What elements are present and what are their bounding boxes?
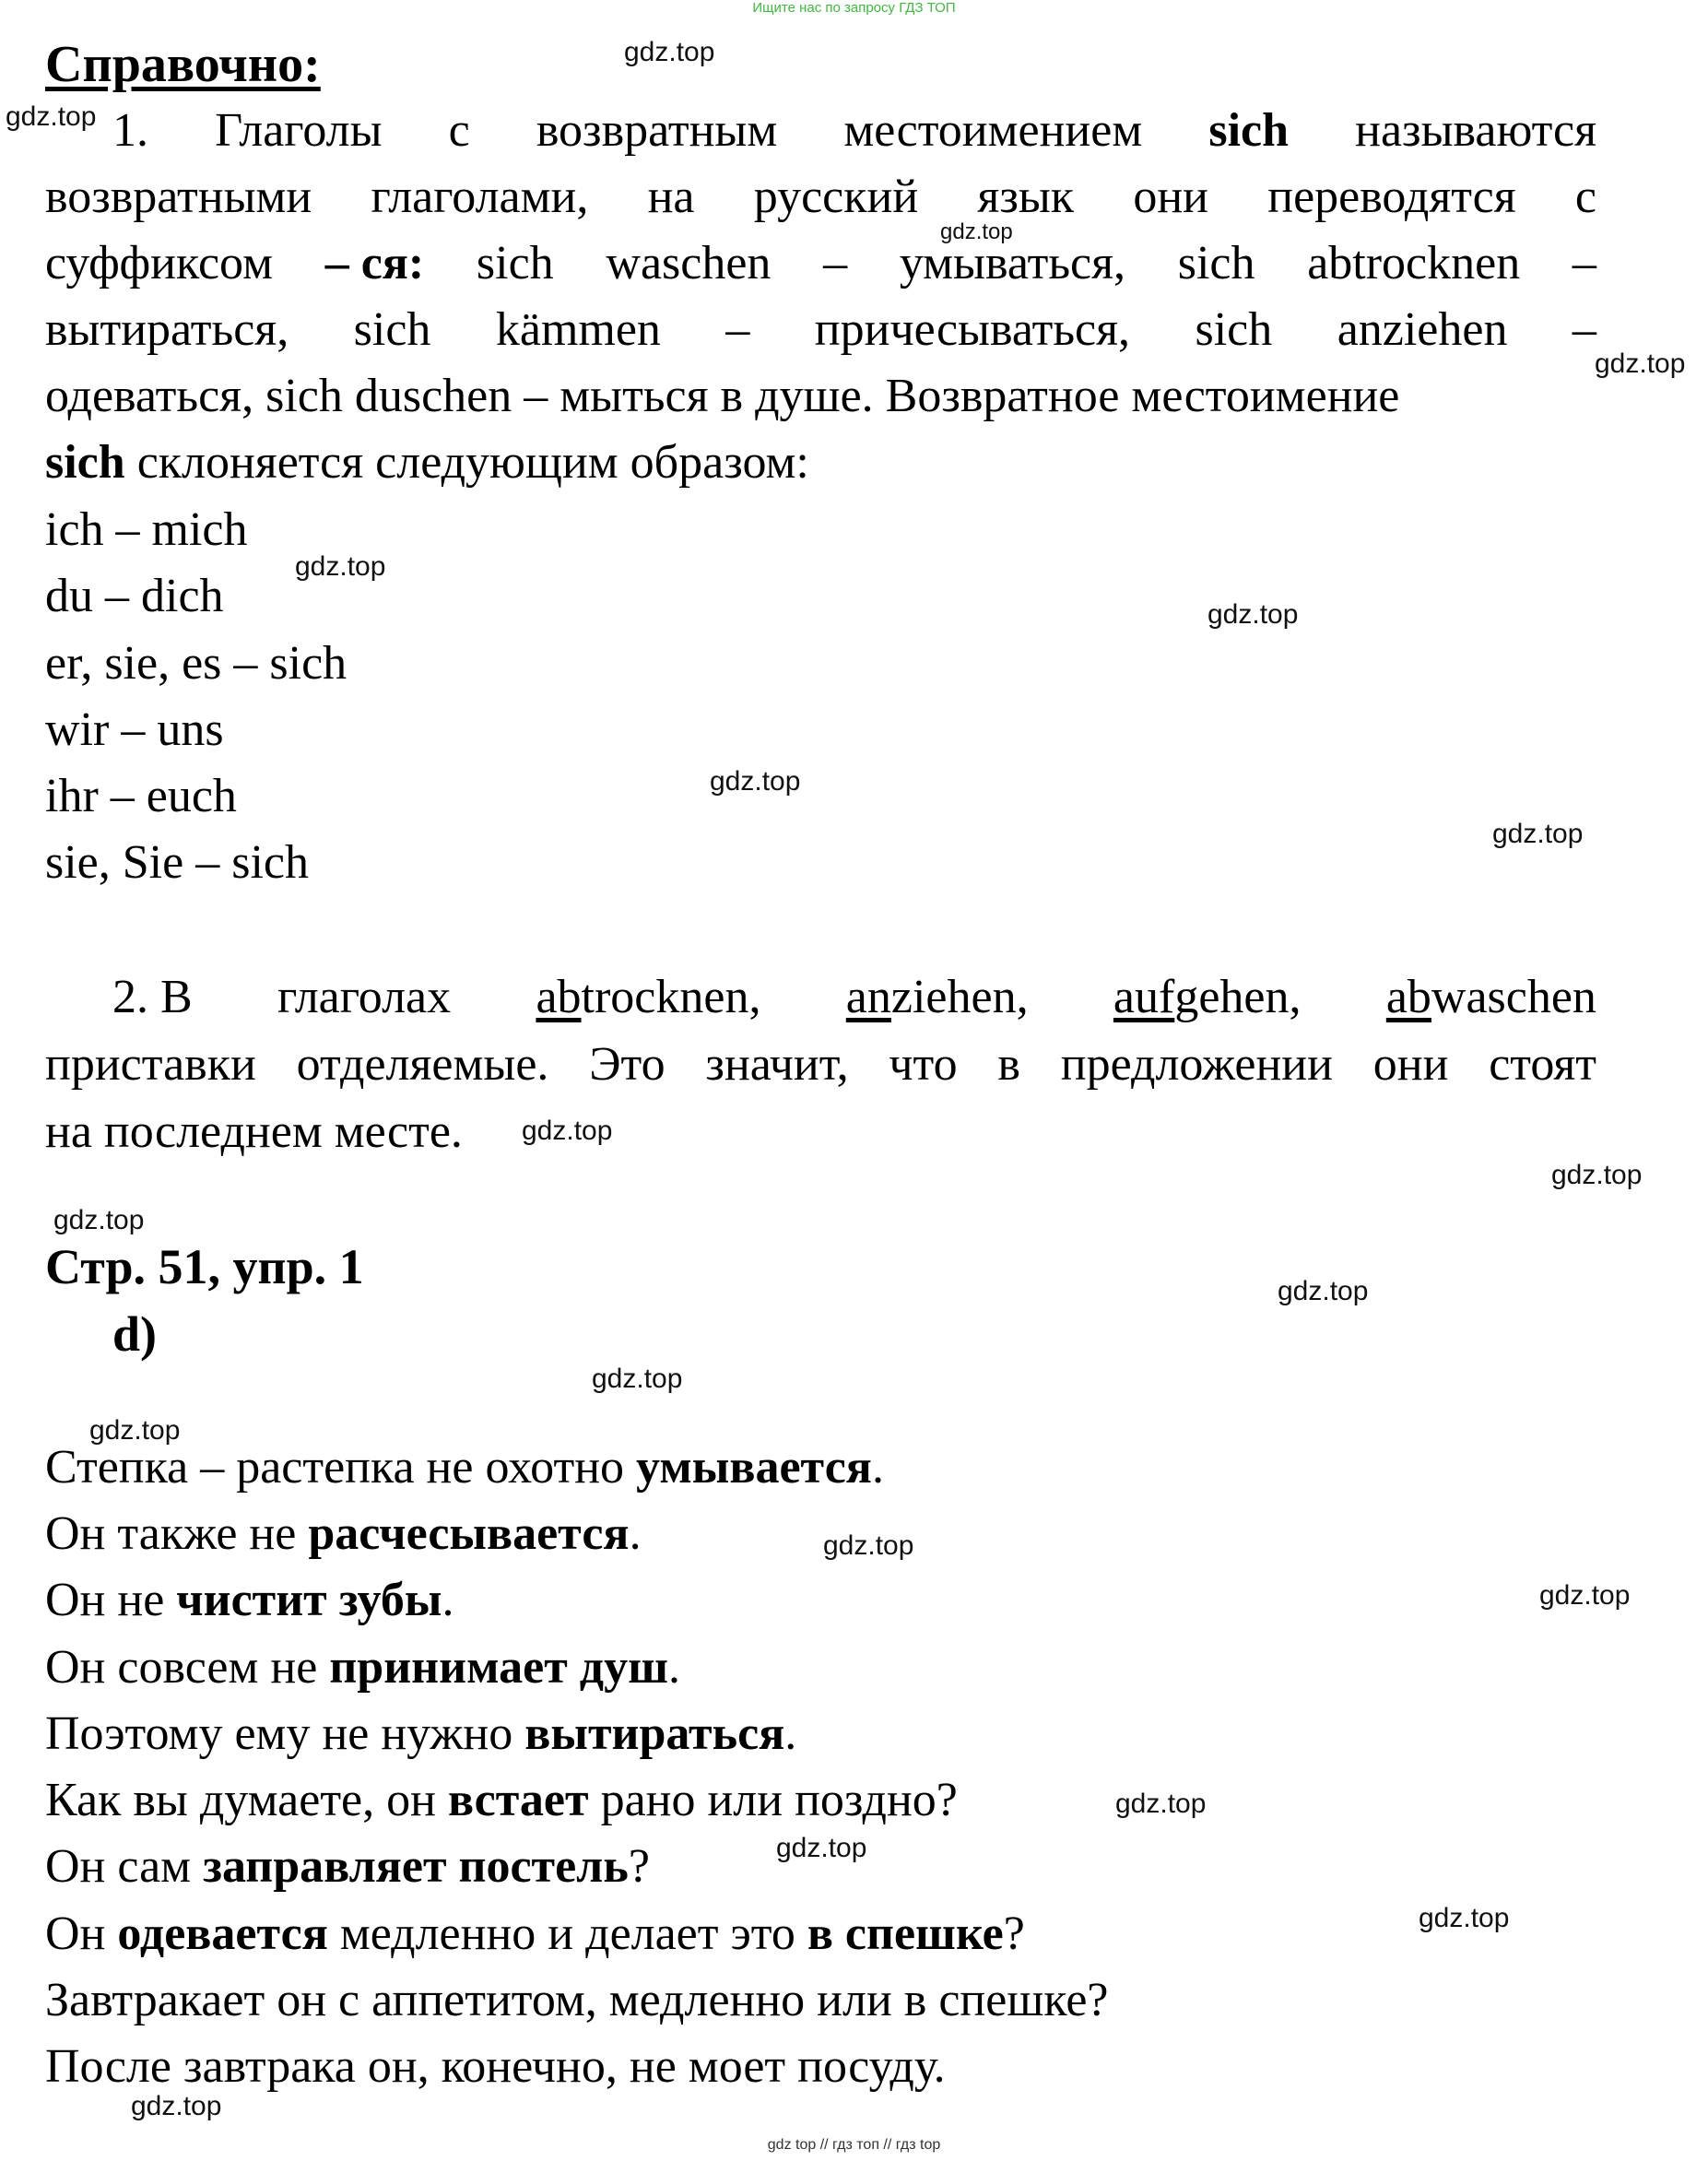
paragraph1-line4 bbox=[45, 297, 1596, 363]
word: причесываться, bbox=[814, 303, 1131, 356]
watermark: gdz.top bbox=[131, 2091, 222, 2121]
word: отделяемые. bbox=[296, 1038, 549, 1091]
word: с bbox=[1574, 171, 1596, 223]
watermark: gdz.top bbox=[1207, 599, 1299, 630]
word: sich bbox=[476, 237, 554, 289]
reference-heading bbox=[45, 31, 321, 98]
watermark: gdz.top bbox=[1419, 1903, 1510, 1933]
verb-abwaschen bbox=[1386, 964, 1596, 1031]
sentence-text: Он сам bbox=[45, 1840, 204, 1893]
watermark: gdz.top bbox=[522, 1116, 613, 1146]
sentence-text: Он не bbox=[45, 1574, 177, 1626]
word: 1. bbox=[112, 104, 148, 157]
line-text: склоняется следующим образом: bbox=[124, 436, 809, 489]
sentence-bold: вытираться bbox=[524, 1707, 785, 1760]
pronoun-row: ihr – euch bbox=[45, 770, 237, 822]
sentence-bold: встает bbox=[447, 1774, 589, 1826]
watermark: gdz.top bbox=[6, 101, 97, 132]
sentence-text: После завтрака он, конечно, не моет посуду. bbox=[45, 2040, 946, 2093]
sentence bbox=[45, 1967, 1109, 2034]
exercise-subheading: d) bbox=[112, 1306, 158, 1362]
word: waschen bbox=[606, 237, 772, 289]
word: anziehen bbox=[1337, 303, 1508, 356]
word: что bbox=[889, 1038, 958, 1091]
sentence bbox=[45, 1767, 958, 1834]
sentence-bold: чистит зубы bbox=[176, 1574, 442, 1626]
word: 2. В bbox=[112, 971, 193, 1023]
top-search-note: Ищите нас по запросу ГДЗ ТОП bbox=[752, 0, 956, 16]
word: kämmen bbox=[495, 303, 661, 356]
sentence-text: Он bbox=[45, 1907, 118, 1960]
paragraph2-line3: на последнем месте. bbox=[45, 1105, 463, 1158]
word: местоимением bbox=[843, 104, 1143, 157]
pronoun-row: er, sie, es – sich bbox=[45, 637, 347, 690]
watermark: gdz.top bbox=[1492, 819, 1584, 849]
pronoun-row: du – dich bbox=[45, 570, 224, 622]
word: sich bbox=[1177, 237, 1255, 289]
sentence bbox=[45, 1701, 796, 1767]
sentence-text: . bbox=[629, 1507, 642, 1560]
sentence-text: . bbox=[871, 1441, 884, 1494]
word: глаголами, bbox=[371, 171, 589, 223]
word: в bbox=[997, 1038, 1020, 1091]
sentence-bold: заправляет постель bbox=[203, 1840, 629, 1893]
paragraph1-line2 bbox=[45, 164, 1596, 230]
word-bold: sich bbox=[45, 436, 125, 489]
sentence-text: ? bbox=[1003, 1907, 1025, 1960]
sentence-text: Поэтому ему не нужно bbox=[45, 1707, 525, 1760]
pronoun-row: wir – uns bbox=[45, 703, 224, 756]
sentence bbox=[45, 1901, 1025, 1967]
word: язык bbox=[977, 171, 1075, 223]
word: с bbox=[448, 104, 470, 157]
sentence-text: . bbox=[667, 1641, 680, 1694]
watermark: gdz.top bbox=[1115, 1789, 1207, 1819]
pronoun-row: sie, Sie – sich bbox=[45, 836, 309, 889]
watermark: gdz.top bbox=[295, 551, 386, 582]
sentence bbox=[45, 1834, 650, 1900]
verb-stem: waschen bbox=[1431, 971, 1596, 1023]
watermark: gdz.top bbox=[1595, 348, 1686, 379]
bottom-note: gdz top // гдз топ // гдз top bbox=[767, 2137, 941, 2153]
sentence bbox=[45, 1567, 454, 1634]
separable-prefix: auf bbox=[1113, 971, 1175, 1023]
word: возвратными bbox=[45, 171, 312, 223]
watermark: gdz.top bbox=[624, 37, 715, 67]
sentence-text: Он совсем не bbox=[45, 1641, 330, 1694]
reference-heading-text: Справочно: bbox=[45, 36, 321, 93]
word: abtrocknen bbox=[1307, 237, 1521, 289]
verb-stem: gehen, bbox=[1174, 971, 1302, 1023]
pronoun-row: ich – mich bbox=[45, 503, 248, 556]
word: называются bbox=[1355, 104, 1596, 157]
word: переводятся bbox=[1267, 171, 1516, 223]
sentence-text: . bbox=[442, 1574, 454, 1626]
sentence-bold: умывается bbox=[636, 1441, 872, 1494]
word: вытираться, bbox=[45, 303, 289, 356]
paragraph1-line6 bbox=[45, 430, 809, 496]
sentence-bold: принимает душ bbox=[329, 1641, 668, 1694]
sentence bbox=[45, 1501, 642, 1567]
separable-prefix: ab bbox=[536, 971, 582, 1023]
word: русский bbox=[753, 171, 919, 223]
sentence-text: Завтракает он с аппетитом, медленно или в спешке? bbox=[45, 1974, 1109, 2026]
verb-aufgehen bbox=[1113, 964, 1302, 1031]
word: предложении bbox=[1060, 1038, 1333, 1091]
word: возвратным bbox=[536, 104, 778, 157]
sentence-text: Степка – растепка не охотно bbox=[45, 1441, 637, 1494]
watermark: gdz.top bbox=[940, 219, 1013, 244]
paragraph1-line3 bbox=[45, 230, 1596, 297]
word-bold: sich bbox=[1208, 104, 1290, 157]
watermark: gdz.top bbox=[776, 1833, 867, 1863]
watermark: gdz.top bbox=[823, 1530, 914, 1561]
word: – bbox=[725, 303, 750, 356]
word: – bbox=[1572, 237, 1596, 289]
word: стоят bbox=[1489, 1038, 1596, 1091]
watermark: gdz.top bbox=[592, 1364, 683, 1394]
watermark: gdz.top bbox=[710, 766, 801, 797]
sentence-bold: одевается bbox=[117, 1907, 328, 1960]
paragraph1-line1 bbox=[112, 98, 1596, 164]
watermark: gdz.top bbox=[1551, 1160, 1643, 1190]
separable-prefix: an bbox=[845, 971, 891, 1023]
word: sich bbox=[1195, 303, 1273, 356]
sentence-text: . bbox=[784, 1707, 797, 1760]
paragraph1-line5: одеваться, sich duschen – мыться в душе. Возвратное местоимение bbox=[45, 370, 1400, 422]
sentence-text: ? bbox=[628, 1840, 650, 1893]
word: Глаголы bbox=[215, 104, 383, 157]
word: они bbox=[1372, 1038, 1449, 1091]
sentence-text: Он также не bbox=[45, 1507, 309, 1560]
word: – bbox=[1572, 303, 1596, 356]
exercise-heading: Стр. 51, упр. 1 bbox=[45, 1239, 364, 1294]
verb-anziehen bbox=[846, 964, 1029, 1031]
watermark: gdz.top bbox=[89, 1415, 181, 1446]
sentence bbox=[45, 1635, 680, 1701]
word: умываться, bbox=[899, 237, 1126, 289]
word: значит, bbox=[705, 1038, 849, 1091]
paragraph2-line2 bbox=[45, 1032, 1596, 1098]
word: sich bbox=[353, 303, 431, 356]
word: суффиксом bbox=[45, 237, 273, 289]
word-bold: – ся: bbox=[324, 237, 425, 289]
verb-stem: ziehen, bbox=[890, 971, 1029, 1023]
sentence-text: рано или поздно? bbox=[588, 1774, 958, 1826]
word: они bbox=[1133, 171, 1208, 223]
verb-abtrocknen bbox=[536, 964, 760, 1031]
word: глаголах bbox=[277, 971, 452, 1023]
separable-prefix: ab bbox=[1385, 971, 1431, 1023]
sentence-text: медленно и делает это bbox=[327, 1907, 807, 1960]
sentence-bold: расчесывается bbox=[308, 1507, 630, 1560]
watermark: gdz.top bbox=[1278, 1276, 1369, 1306]
word: на bbox=[647, 171, 695, 223]
sentence-bold: в спешке bbox=[807, 1907, 1004, 1960]
paragraph2-line1 bbox=[112, 964, 1596, 1031]
word: приставки bbox=[45, 1038, 256, 1091]
word: Это bbox=[589, 1038, 666, 1091]
watermark: gdz.top bbox=[1539, 1580, 1631, 1611]
sentence-text: Как вы думаете, он bbox=[45, 1774, 448, 1826]
verb-stem: trocknen, bbox=[581, 971, 761, 1023]
watermark: gdz.top bbox=[53, 1205, 145, 1235]
word: – bbox=[823, 237, 848, 289]
